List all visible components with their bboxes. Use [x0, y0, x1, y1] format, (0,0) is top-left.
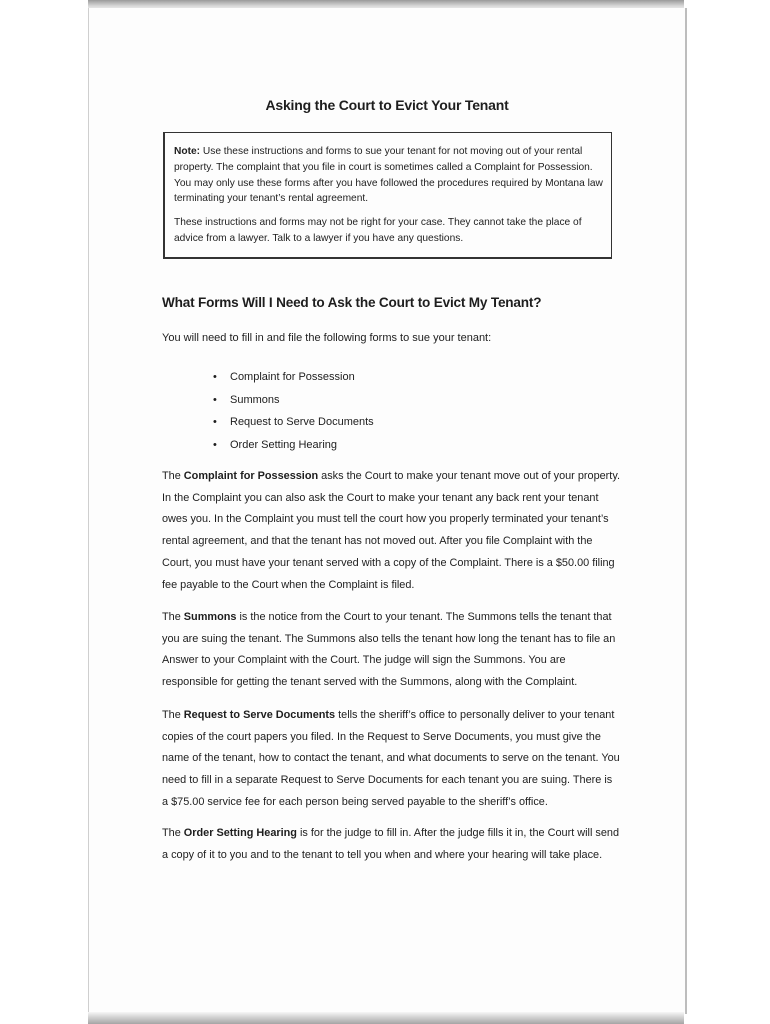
bullet-icon: • [213, 438, 217, 451]
paragraph-lead: The [162, 709, 184, 721]
form-name: Request to Serve Documents [230, 416, 374, 429]
document-page [88, 8, 687, 1014]
summons-paragraph [162, 607, 620, 694]
section-heading: What Forms Will I Need to Ask the Court to Evict My Tenant? [162, 295, 542, 310]
paragraph-lead: The [162, 470, 184, 482]
note-label: Note: [174, 146, 201, 157]
note-paragraph-2: These instructions and forms may not be right for your case. They cannot take the place of advice from a lawyer. Talk to a lawyer if you have any questions. [174, 217, 582, 244]
term-request-to-serve-documents: Request to Serve Documents [183, 709, 336, 721]
intro-text: You will need to fill in and file the following forms to sue your tenant: [162, 332, 492, 344]
term-summons: Summons [183, 611, 237, 623]
list-item [213, 411, 374, 434]
complaint-paragraph [162, 466, 620, 596]
paragraph-lead: The [162, 827, 184, 839]
bullet-icon: • [213, 393, 217, 406]
paragraph-lead: The [162, 611, 184, 623]
term-complaint-for-possession: Complaint for Possession [183, 470, 319, 482]
paragraph-body: tells the sheriff’s office to personally deliver to your tenant copies of the court papers you filed. In the Request to Serve Documents, you must give the name of the tenant, how to contact the tenant, and what documents to serve on the tenant. You need to fill in a separate Request to Serve Documents for each tenant you are suing. There is a $75.00 service fee for each person being served payable to the sheriff’s office. [162, 709, 620, 808]
order-setting-hearing-paragraph [162, 823, 620, 866]
paragraph-body: is the notice from the Court to your tenant. The Summons tells the tenant that you are suing the tenant. The Summons also tells the tenant how long the tenant has to file an Answer to your Complaint with the Court. The judge will sign the Summons. You are responsible for getting the tenant served with the Summons, along with the Complaint. [162, 611, 616, 689]
forms-list [213, 366, 374, 456]
term-order-setting-hearing: Order Setting Hearing [183, 827, 297, 839]
bullet-icon: • [213, 416, 217, 429]
request-to-serve-paragraph [162, 705, 620, 814]
paragraph-body: asks the Court to make your tenant move out of your property. In the Complaint you can also ask the Court to make your tenant any back rent your tenant owes you. In the Complaint you must tell the court how you properly terminated your tenant’s rental agreement, and that the tenant has not moved out. After you file Complaint with the Court, you must have your tenant served with a copy of the Complaint. There is a $50.00 filing fee payable to the Court when the Complaint is filed. [162, 470, 620, 591]
list-item [213, 366, 374, 389]
scan-bottom-shadow [88, 1012, 684, 1024]
bullet-icon: • [213, 371, 217, 383]
form-name: Summons [230, 393, 280, 406]
note-text-1: Use these instructions and forms to sue your tenant for not moving out of your rental property. The complaint that you file in court is sometimes called a Complaint for Possession. You may only use these forms after you have followed the procedures required by Montana law terminating your tenant’s rental agreement. [174, 146, 603, 205]
paragraph-body: is for the judge to fill in. After the judge fills it in, the Court will send a copy of it to you and to the tenant to tell you when and where your hearing will take place. [162, 827, 620, 861]
list-item [213, 389, 374, 412]
list-item [213, 434, 374, 457]
note-box [163, 132, 612, 259]
note-paragraph-1 [174, 144, 603, 207]
page-title: Asking the Court to Evict Your Tenant [265, 97, 509, 113]
form-name: Order Setting Hearing [230, 438, 337, 451]
form-name: Complaint for Possession [230, 371, 355, 383]
scan-margin [0, 0, 88, 1024]
